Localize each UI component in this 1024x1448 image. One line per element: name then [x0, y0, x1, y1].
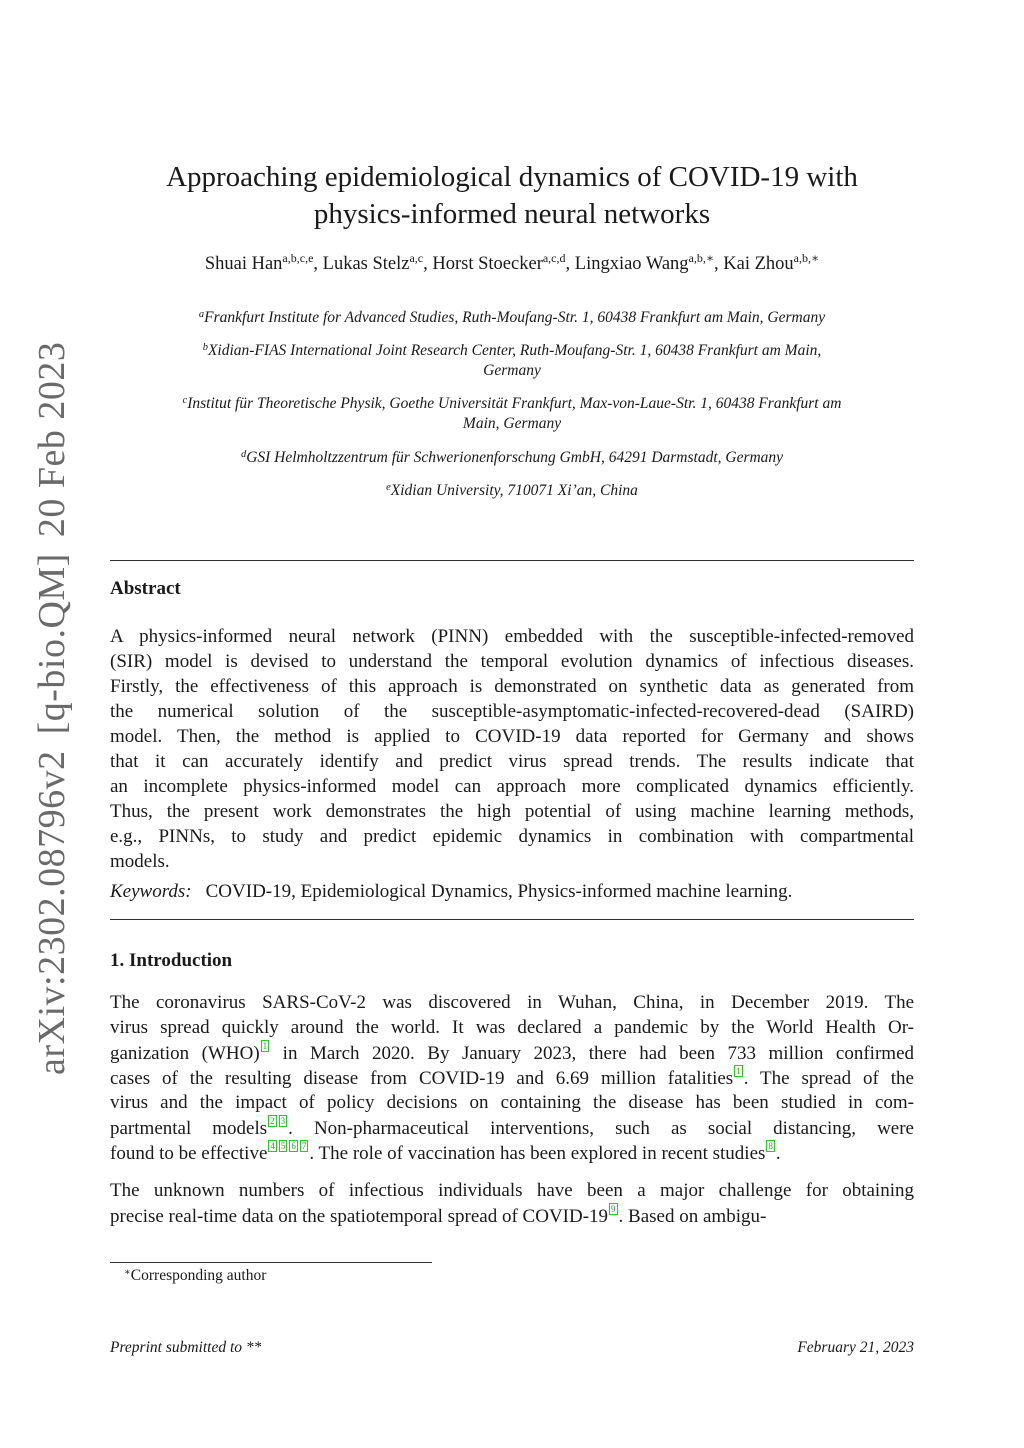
author-affiliation-marks: a,c,d: [542, 251, 566, 265]
affiliation-key: d: [240, 449, 247, 460]
line-text: ganization (WHO): [110, 1043, 260, 1064]
author-name: Shuai Han: [204, 254, 283, 274]
introduction-heading: 1. Introduction: [110, 950, 233, 971]
title-line: Approaching epidemiological dynamics of COVID-19 with: [166, 161, 858, 194]
author-affiliation-marks: a,b,∗: [793, 251, 820, 265]
line-text: partmental models: [110, 1118, 268, 1139]
line-text: in March 2020. By January 2023, there had been 733 million confirmed: [270, 1043, 914, 1064]
arxiv-category: [q-bio.QM]: [31, 553, 73, 735]
affiliation-key: a: [198, 309, 205, 320]
abstract-line: that it can accurately identify and predict virus spread trends. The results indicate that: [110, 751, 914, 772]
abstract-line: Thus, the present work demonstrates the high potential of using machine learning methods,: [110, 801, 914, 822]
author: [204, 251, 323, 274]
abstract-bottom-rule: [110, 919, 914, 920]
author-affiliation-marks: a,b,c,e: [282, 251, 314, 265]
paragraph-line: [110, 1040, 914, 1065]
paragraph-line: [110, 1065, 914, 1090]
author-name: Lingxiao Wang: [574, 254, 689, 274]
paragraph-line: The coronavirus SARS-CoV-2 was discovered in Wuhan, China, in December 2019. The: [110, 992, 914, 1013]
author: [723, 251, 820, 274]
paragraph-line: [110, 1115, 914, 1140]
keywords-label: Keywords:: [110, 881, 192, 902]
footnote-text: Corresponding author: [130, 1267, 267, 1284]
author-separator: ,: [423, 254, 433, 274]
affiliation-line: Institut für Theoretische Physik, Goethe Universität Frankfurt, Max-von-Laue-Str. 1, 60438 Frankfurt am: [187, 395, 842, 412]
abstract-line: Firstly, the effectiveness of this approach is demonstrated on synthetic data as generated from: [110, 676, 914, 697]
abstract-line: (SIR) model is devised to understand the temporal evolution dynamics of infectious diseases.: [110, 651, 914, 672]
author-affiliation-marks: a,c: [409, 251, 424, 265]
affiliation-a: [110, 308, 914, 328]
affiliation-key: c: [182, 395, 188, 406]
abstract-line: an incomplete physics-informed model can approach more complicated dynamics efficiently.: [110, 776, 914, 797]
citation-link[interactable]: 8: [768, 1141, 773, 1151]
keywords-text: COVID-19, Epidemiological Dynamics, Physics-informed machine learning.: [205, 881, 793, 902]
affiliation-line: Germany: [483, 362, 541, 379]
footnote: [124, 1267, 266, 1285]
citation-link[interactable]: 3: [280, 1116, 286, 1126]
line-text: .: [775, 1143, 781, 1164]
affiliation-c: [110, 394, 914, 434]
affiliation-line: Main, Germany: [462, 415, 562, 432]
author-separator: ,: [714, 254, 724, 274]
abstract-top-rule: [110, 560, 914, 561]
abstract-line: e.g., PINNs, to study and predict epidemic dynamics in combination with compartmental: [110, 826, 914, 847]
affiliation-line: GSI Helmholtzzentrum für Schwerionenforschung GmbH, 64291 Darmstadt, Germany: [246, 449, 784, 466]
affiliation-b: [110, 341, 914, 381]
paragraph-line: The unknown numbers of infectious individuals have been a major challenge for obtaining: [110, 1180, 914, 1201]
author-list: [110, 251, 914, 275]
author: [432, 251, 575, 274]
paragraph-line: virus and the impact of policy decisions on containing the disease has been studied in com-: [110, 1092, 914, 1113]
citation-link[interactable]: 7: [301, 1141, 307, 1151]
citation-link[interactable]: 2: [270, 1116, 275, 1126]
abstract-body: [110, 624, 914, 874]
abstract-heading: Abstract: [110, 578, 181, 599]
abstract-line: the numerical solution of the susceptible-asymptomatic-infected-recovered-dead (SAIRD): [110, 701, 914, 722]
affiliation-key: e: [386, 482, 391, 493]
title-line: physics-informed neural networks: [313, 198, 711, 231]
line-text: . Non-pharmaceutical interventions, such as social distancing, were: [288, 1118, 914, 1139]
line-text: precise real-time data on the spatiotemporal spread of COVID-19: [110, 1206, 609, 1227]
abstract-line: A physics-informed neural network (PINN) embedded with the susceptible-infected-removed: [110, 626, 914, 647]
footer-submission: Preprint submitted to **: [110, 1339, 262, 1356]
author-separator: ,: [565, 254, 575, 274]
line-text: . Based on ambigu-: [618, 1206, 767, 1227]
footer-date: February 21, 2023: [797, 1339, 914, 1356]
citation-link[interactable]: 1: [736, 1066, 741, 1076]
author-name: Horst Stoecker: [432, 254, 543, 274]
affiliation-d: [110, 448, 914, 468]
paragraph-line: virus spread quickly around the world. It was declared a pandemic by the World Health Or-: [110, 1017, 914, 1038]
arxiv-stamp: [30, 342, 74, 1075]
line-text: found to be effective: [110, 1143, 268, 1164]
paragraph-line: [110, 1203, 914, 1228]
affiliation-key: b: [202, 342, 208, 353]
author: [322, 251, 433, 274]
citation-link[interactable]: 4: [270, 1141, 275, 1151]
footnote-rule: [110, 1262, 432, 1263]
affiliation-e: [110, 481, 914, 501]
author-separator: ,: [313, 254, 323, 274]
footnote-mark: ∗: [124, 1267, 131, 1278]
abstract-line: models.: [110, 851, 170, 872]
affiliation-line: Frankfurt Institute for Advanced Studies, Ruth-Moufang-Str. 1, 60438 Frankfurt am Main, Germany: [204, 309, 826, 326]
author: [574, 251, 724, 274]
arxiv-id: arXiv:2302.08796v2: [31, 750, 73, 1075]
intro-paragraph-2: [110, 1178, 914, 1228]
line-text: . The spread of the: [743, 1068, 914, 1089]
paragraph-line: [110, 1140, 914, 1165]
author-name: Kai Zhou: [723, 254, 794, 274]
abstract-line: model. Then, the method is applied to COVID-19 data reported for Germany and shows: [110, 726, 914, 747]
affiliation-line: Xidian University, 710071 Xi’an, China: [390, 482, 638, 499]
intro-paragraph-1: [110, 990, 914, 1165]
line-text: cases of the resulting disease from COVID-19 and 6.69 million fatalities: [110, 1068, 734, 1089]
citation-link[interactable]: 1: [262, 1041, 268, 1051]
keywords: [110, 881, 792, 903]
affiliation-line: Xidian-FIAS International Joint Research Center, Ruth-Moufang-Str. 1, 60438 Frankfurt am Main,: [207, 342, 822, 359]
citation-link[interactable]: 5: [280, 1141, 286, 1151]
citation-link[interactable]: 9: [611, 1204, 616, 1214]
line-text: . The role of vaccination has been explored in recent studies: [309, 1143, 766, 1164]
arxiv-date: 20 Feb 2023: [31, 341, 73, 538]
author-name: Lukas Stelz: [322, 254, 410, 274]
author-affiliation-marks: a,b,∗: [688, 251, 715, 265]
citation-link[interactable]: 6: [291, 1141, 296, 1151]
paper-title: [110, 159, 914, 233]
